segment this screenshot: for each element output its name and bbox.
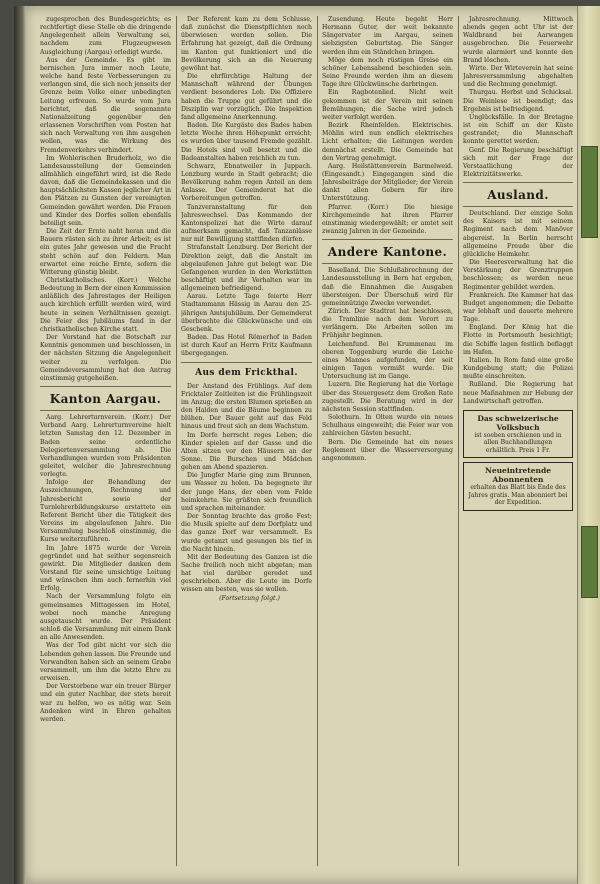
paragraph: Möge dem noch rüstigen Greise ein schöner Lebensabend beschieden sein. Seine Freunde werden ihm an diesem Tage ihre Glückwünsche darbringen. <box>322 56 453 89</box>
paragraph: Genf. Die Regierung beschäftigt sich mit der Frage der Verstaatlichung der Elektrizitätswerke. <box>463 146 573 178</box>
paragraph: Rußland. Die Regierung hat neue Maßnahmen zur Hebung der Landwirtschaft getroffen. <box>463 381 573 405</box>
section-title-kanton-aargau: Kanton Aargau. <box>49 392 162 407</box>
paragraph: Der Verstorbene war ein treuer Bürger und ein guter Nachbar, der stets bereit war zu helfen, wo es nötig war. Sein Andenken wird in Ehren gehalten werden. <box>40 683 171 723</box>
paragraph: Zusendung. Heute begeht Herr Hermann Guter, der weit bekannte Sängervater im Aargau, seinen siebzigsten Geburtstag. Die Sänger werden ihm ein Ständchen bringen. <box>322 16 453 56</box>
paragraph: Infolge der Behandlung der Auszeichnungen, Rechnung und Jahresbericht sowie der Turnlehrerbildungskurse erstattete ein Referent Bericht über die Tätigkeit des Vereins im abgelaufenen Jahre. Die Versammlung beschloß einstimmig, die Kurse weiterzuführen. <box>40 479 171 544</box>
paragraph: Die ehrfürchtige Haltung der Mannschaft während der Übungen verdient besonderes Lob. Die Offiziere haben die Truppe gut geführt und die Disziplin war vorzüglich. Die Inspektion fand allgemeine Anerkennung. <box>181 73 312 121</box>
paragraph: Die Jungfer Marie ging zum Brunnen, um Wasser zu holen. Da begegnete ihr der junge Hans, der eben vom Felde heimkehrte. Sie grüßten sich freundlich und sprachen miteinander. <box>181 472 312 512</box>
column-3 <box>322 16 453 868</box>
paragraph: Leichenfund. Bei Krummenau im oberen Toggenburg wurde die Leiche eines Mannes aufgefunden, der seit einigen Tagen vermißt wurde. Die Untersuchung ist im Gange. <box>322 340 453 381</box>
paragraph: Christkatholisches. (Korr.) Welche Bedeutung in Bern der einen Kommission anläßlich des Jahrestages der Heiligen auch kirchlich erfüllt werden wird, wird heute in seinen Verhältnissen gezeigt. Die Feier des Jubiläums fand in der christkatholischen Kirche statt. <box>40 277 171 333</box>
adjacent-page-edge <box>577 6 600 884</box>
divider <box>463 206 573 207</box>
paragraph: Nach der Versammlung folgte ein gemeinsames Mittagessen im Hotel, wobei noch manche Anregung ausgetauscht wurde. Der Präsident schloß die Versammlung mit einem Dank an alle Anwesenden. <box>40 593 171 642</box>
continued-label: (Fortsetzung folgt.) <box>219 594 280 602</box>
paragraph: Jahresrechnung. Mittwoch abends gegen acht Uhr ist der Waldbrand bei Aarwangen ausgebrochen. Die Feuerwehr wurde alarmiert und konnte den Brand löschen. <box>463 16 573 64</box>
paragraph: Italien. In Rom fand eine große Kundgebung statt; die Polizei mußte einschreiten. <box>463 356 573 381</box>
column-4-paragraphs <box>463 16 573 179</box>
section-title-ausland: Ausland. <box>487 188 549 203</box>
ad-title: Neueintretende Abonnenten <box>484 466 552 485</box>
divider <box>40 410 171 411</box>
column-3-paragraphs-after <box>322 267 453 463</box>
notice-title: Das schweizerische Volksbuch <box>477 413 559 432</box>
paragraph: Die Heeresverwaltung hat die Verstärkung der Grenztruppen beschlossen; es werden neue Regimenter gebildet werden. <box>463 259 573 291</box>
ad-box <box>463 462 573 511</box>
paragraph: Bezirk Rheinfelden. Elektrisches. Möhlin wird nun endlich elektrisches Licht erhalten; die Leitungen werden demnächst erstellt. Die Gemeinde hat den Vertrag genehmigt. <box>322 122 453 162</box>
paragraph: Aarg. Heilstättenverein Barmelweid. (Eingesandt.) Eingegangen sind die Jahresbeiträge der Mitglieder; der Verein dankt allen Gebern für ihre Unterstützung. <box>322 162 453 203</box>
paragraph: Baden. Die Kurgäste des Bades haben letzte Woche ihren Höhepunkt erreicht; es wurden über tausend Fremde gezählt. Die Hotels sind voll besetzt und die Badeanstalten haben reichlich zu tun. <box>181 122 312 162</box>
paragraph: Der Anstand des Frühlings. Auf dem Fricktaler Zeitleiten ist die Frühlingszeit im Anzug; die ersten Blumen sprießen an den Halden und die Bäume beginnen zu blühen. Der Bauer geht auf das Feld hinaus und freut sich an dem Wachstum. <box>181 382 312 431</box>
paragraph: Im Jahre 1875 wurde der Verein gegründet und hat seither segensreich gewirkt. Die Mitglieder danken dem Vorstand für seine umsichtige Leitung und wünschen ihm auch fernerhin viel Erfolg. <box>40 544 171 593</box>
paragraph: Der Referent kam zu dem Schlusse, daß zunächst die Dienstpflichten noch überwiesen werden sollen. Die Erfahrung hat gezeigt, daß die Ordnung im Kanton gut funktioniert und die Bevölkerung sich an die Neuerung gewöhnt hat. <box>181 16 312 72</box>
page-tab <box>581 526 598 598</box>
column-4-paragraphs-after <box>463 210 573 406</box>
paragraph: Im Wohlerischen Bruderholz, wo die Landesausstellung der Gemeinden allmählich eingeführt wird, ist die Rede davon, daß die Gemeindekassen und die hauptsächlichsten Kassen jeglicher Art in den Plätzen zu Gunsten der vereinigten Gemeinden gewährt werden. Die Frauen und Kinder des Dorfes sollen ebenfalls beteiligt sein. <box>40 154 171 227</box>
paragraph: Unglücksfälle. In der Bretagne ist ein Schiff an der Küste gestrandet; die Mannschaft konnte gerettet werden. <box>463 113 573 146</box>
notice-text: ist soeben erschienen und in allen Buchhandlungen erhältlich. Preis 1 Fr. <box>474 431 562 454</box>
ad-text: erhalten das Blatt bis Ende des Jahres gratis. Man abonniert bei der Expedition. <box>468 484 568 507</box>
paragraph: zugesprochen des Bundesgerichts; es rechtfertigt diese Stelle ob die dringende Angelegenheit allein Verwaltung sei, nachdem zum Flugzeugwesen Ausgleichung (Aargau) erledigt wurde. <box>40 16 171 56</box>
book-spine <box>14 6 26 884</box>
notice-box <box>463 410 573 459</box>
paragraph: Ein Ragbotenlied. Nicht weit gekommen ist der Verein mit seinen Bemühungen; die Sache wird jedoch weiter verfolgt werden. <box>322 89 453 121</box>
paragraph: Zürich. Der Stadtrat hat beschlossen, die Tramlinie nach dem Vorort zu verlängern. Die Arbeiten sollen im Frühjahr beginnen. <box>322 308 453 340</box>
paragraph: Luzern. Die Regierung hat die Vorlage über das Steuergesetz dem Großen Rate zugestellt. Die Beratung wird in der nächsten Session stattfinden. <box>322 381 453 413</box>
paragraph: Strafanstalt Lenzburg. Der Bericht der Direktion zeigt, daß die Anstalt im abgelaufenen Jahre gut belegt war. Die Gefangenen wurden in den Werkstätten beschäftigt und ihr Verhalten war im allgemeinen befriedigend. <box>181 244 312 293</box>
column-3-paragraphs <box>322 16 453 236</box>
paragraph: Mit der Bedeutung des Ganzen ist die Sache freilich noch nicht abgetan; man hat viel darüber geredet und geschrieben. Aber die Leute im Dorfe wissen am besten, was sie wollen. <box>181 553 312 594</box>
paragraph: Die Zeit der Ernte naht heran und die Bauern rüsten sich zu ihrer Arbeit; es ist ein gutes Jahr gewesen und die Frucht steht schön auf den Feldern. Man erwartet eine reiche Ernte, sofern die Witterung günstig bleibt. <box>40 228 171 276</box>
paragraph: Bern. Die Gemeinde hat ein neues Reglement über die Wasserversorgung angenommen. <box>322 438 453 462</box>
paragraph: Frankreich. Die Kammer hat das Budget angenommen; die Debatte war lebhaft und dauerte mehrere Tage. <box>463 291 573 324</box>
column-1 <box>40 16 171 868</box>
column-1-paragraphs-after <box>40 414 171 724</box>
section-title-andere-kantone: Andere Kantone. <box>327 245 448 260</box>
column-rule <box>176 16 177 866</box>
paragraph: Solothurn. In Olten wurde ein neues Schulhaus eingeweiht; die Feier war von zahlreichen Gästen besucht. <box>322 414 453 438</box>
paragraph: Tanzveranstaltung für den Jahreswechsel. Das Kommando der Kantonspolizei hat die Wirte darauf aufmerksam gemacht, daß Tanzanlässe nur mit Bewilligung stattfinden dürfen. <box>181 203 312 244</box>
paragraph: Baden. Das Hotel Römerhof in Baden ist durch Kauf an Herrn Fritz Kaufmann übergegangen. <box>181 334 312 358</box>
feuilleton-body <box>181 383 312 595</box>
paragraph: Was der Tod gibt nicht vor sich die Lebenden gehen lassen. Die Freunde und Verwandten haben sich an seinem Grabe versammelt, um ihm die letzte Ehre zu erweisen. <box>40 642 171 683</box>
paragraph: Thurgau. Herbst und Schicksal. Die Weinlese ist beendigt; das Ergebnis ist befriedigend. <box>463 89 573 113</box>
column-1-paragraphs <box>40 16 171 383</box>
column-2-paragraphs <box>181 16 312 359</box>
divider <box>181 362 312 363</box>
feuilleton-title: Aus dem Frickthal. <box>195 367 298 378</box>
paragraph: England. Der König hat die Flotte in Portsmouth besichtigt; die Schiffe lagen festlich beflaggt im Hafen. <box>463 324 573 356</box>
paragraph: Aarg. Lehrerturnverein. (Korr.) Der Verband Aarg. Lehrerturnvereine hielt letzten Samstag den 12. Dezember in Baden seine ordentliche Delegiertenversammlung ab. Die Verhandlungen wurden vom Präsidenten geleitet, welcher die Jahresrechnung vorlegte. <box>40 414 171 479</box>
divider <box>40 386 171 387</box>
paragraph: Baselland. Die Schlußabrechnung der Landesausstellung in Bern hat ergeben, daß die Einnahmen die Ausgaben übersteigen. Der Überschuß wird für gemeinnützige Zwecke verwendet. <box>322 267 453 307</box>
paragraph: Pfarrer. (Korr.) Die hiesige Kirchgemeinde hat ihren Pfarrer einstimmig wiedergewählt; er amtet seit zwanzig Jahren in der Gemeinde. <box>322 203 453 236</box>
paragraph: Der Vorstand hat die Botschaft zur Kenntnis genommen und beschlossen, in der nächsten Sitzung die Angelegenheit weiter zu verfolgen. Die Gemeindeversammlung hat den Antrag einstimmig gutgeheißen. <box>40 334 171 382</box>
column-rule <box>458 16 459 866</box>
paragraph: Aarau. Letzte Tage feierte Herr Stadtammann Hässig in Aarau den 25-jährigen Amtsjubiläum. Der Gemeinderat überbrachte die Glückwünsche und ein Geschenk. <box>181 293 312 333</box>
column-4 <box>463 16 573 868</box>
newspaper-page <box>14 6 600 884</box>
paragraph: Im Dorfe herrscht reges Leben; die Kinder spielen auf der Gasse und die Alten sitzen vor den Häusern an der Sonne. Die Burschen und Mädchen gehen am Abend spazieren. <box>181 431 312 472</box>
page-tab <box>581 146 598 238</box>
paragraph: Aus der Gemeinde. Es gibt im bernischen Jura immer noch Leute, welche hand feste Verbesserungen zu verlangen sind, die sich noch jenseits der Grenze beim Volke einer unbedingten Leitung erfreuen. So wurde vom Jura berichtet, daß die sogenannte Nationalzeitung gegenüber den erlassenen Vorschriften vom Posten hat sich nach Verwaltung von ihm ausgehen wollen, was die Wirkung des Fremdenverkehrs verhindert. <box>40 56 171 154</box>
divider <box>322 263 453 264</box>
divider <box>463 182 573 183</box>
divider <box>322 239 453 240</box>
paragraph: Wirte. Der Wirteverein hat seine Jahresversammlung abgehalten und die Rechnung genehmigt. <box>463 64 573 89</box>
paragraph: Der Sonntag brachte das große Fest; die Musik spielte auf dem Dorfplatz und das ganze Dorf war versammelt. Es wurde getanzt und gesungen bis tief in die Nacht hinein. <box>181 513 312 553</box>
paragraph: Deutschland. Der einzige Sohn des Kaisers ist mit seinem Regiment nach dem Manöver abgereist. In Berlin herrscht allgemeine Freude über die glückliche Heimkehr. <box>463 210 573 258</box>
column-2 <box>181 16 312 868</box>
column-rule <box>317 16 318 866</box>
paragraph: Schwarz, Ebnatweiler in Juppach. Lenzburg wurde in Stadt gebracht; die Bevölkerung nahm regen Anteil an dem Anlasse. Der Gemeinderat hat die Vorbereitungen getroffen. <box>181 162 312 203</box>
